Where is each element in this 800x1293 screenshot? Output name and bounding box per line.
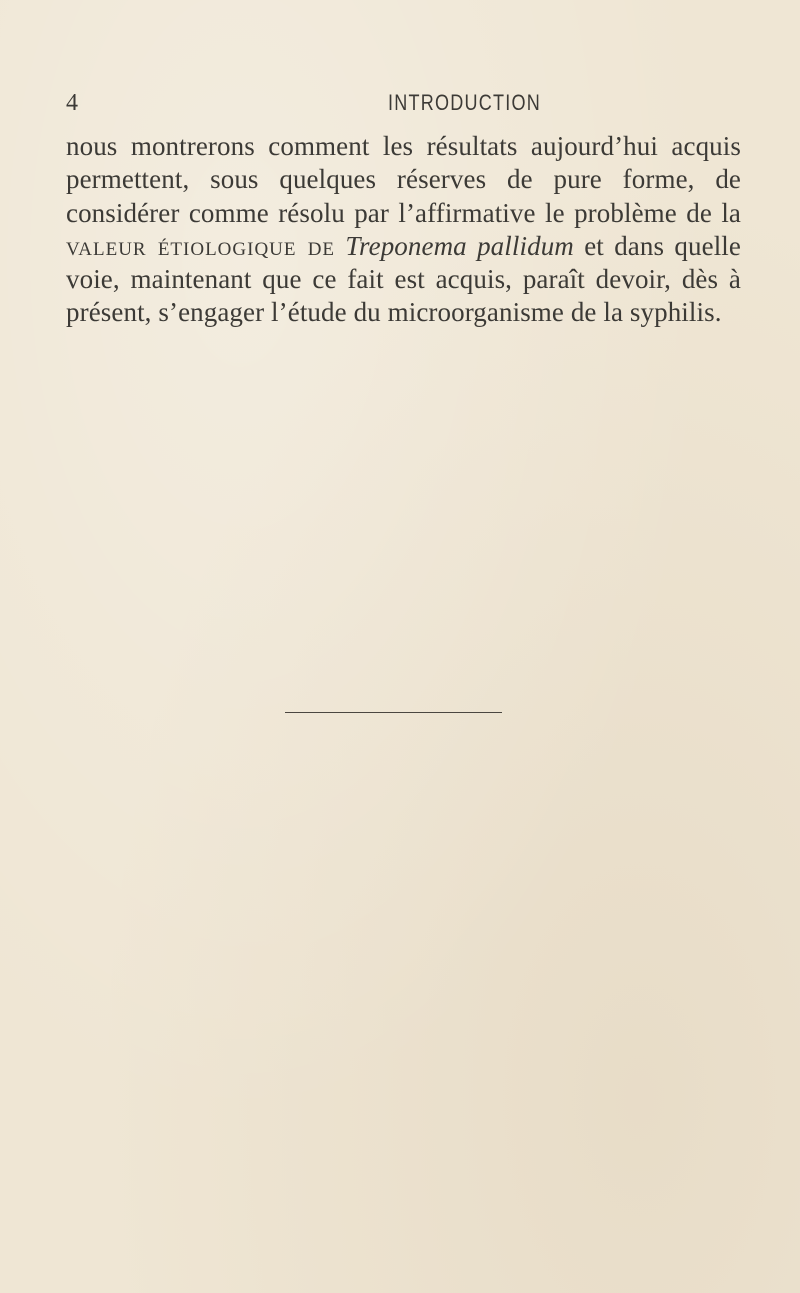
page-number: 4 [66, 90, 79, 116]
paragraph-text-1: nous montrerons comment les résultats aujourd’hui acquis permettent, sous quelques réserves de pure forme, de considérer comme résolu par l’affirmative le problème de la [66, 131, 741, 228]
running-head [66, 90, 738, 120]
paragraph-italic-species: Treponema pallidum [345, 230, 574, 261]
body-paragraph [66, 130, 741, 330]
running-title: INTRODUCTION [388, 90, 542, 115]
paragraph-small-caps: valeur étiologique de [66, 230, 336, 261]
section-end-rule [285, 712, 502, 713]
paragraph-text-3: et dans quelle voie, maintenant que ce fait est acquis, paraît devoir, dès à présent, s’engager l’étude du microorganisme de la syphilis. [66, 230, 741, 328]
paragraph-text-2 [335, 231, 345, 261]
